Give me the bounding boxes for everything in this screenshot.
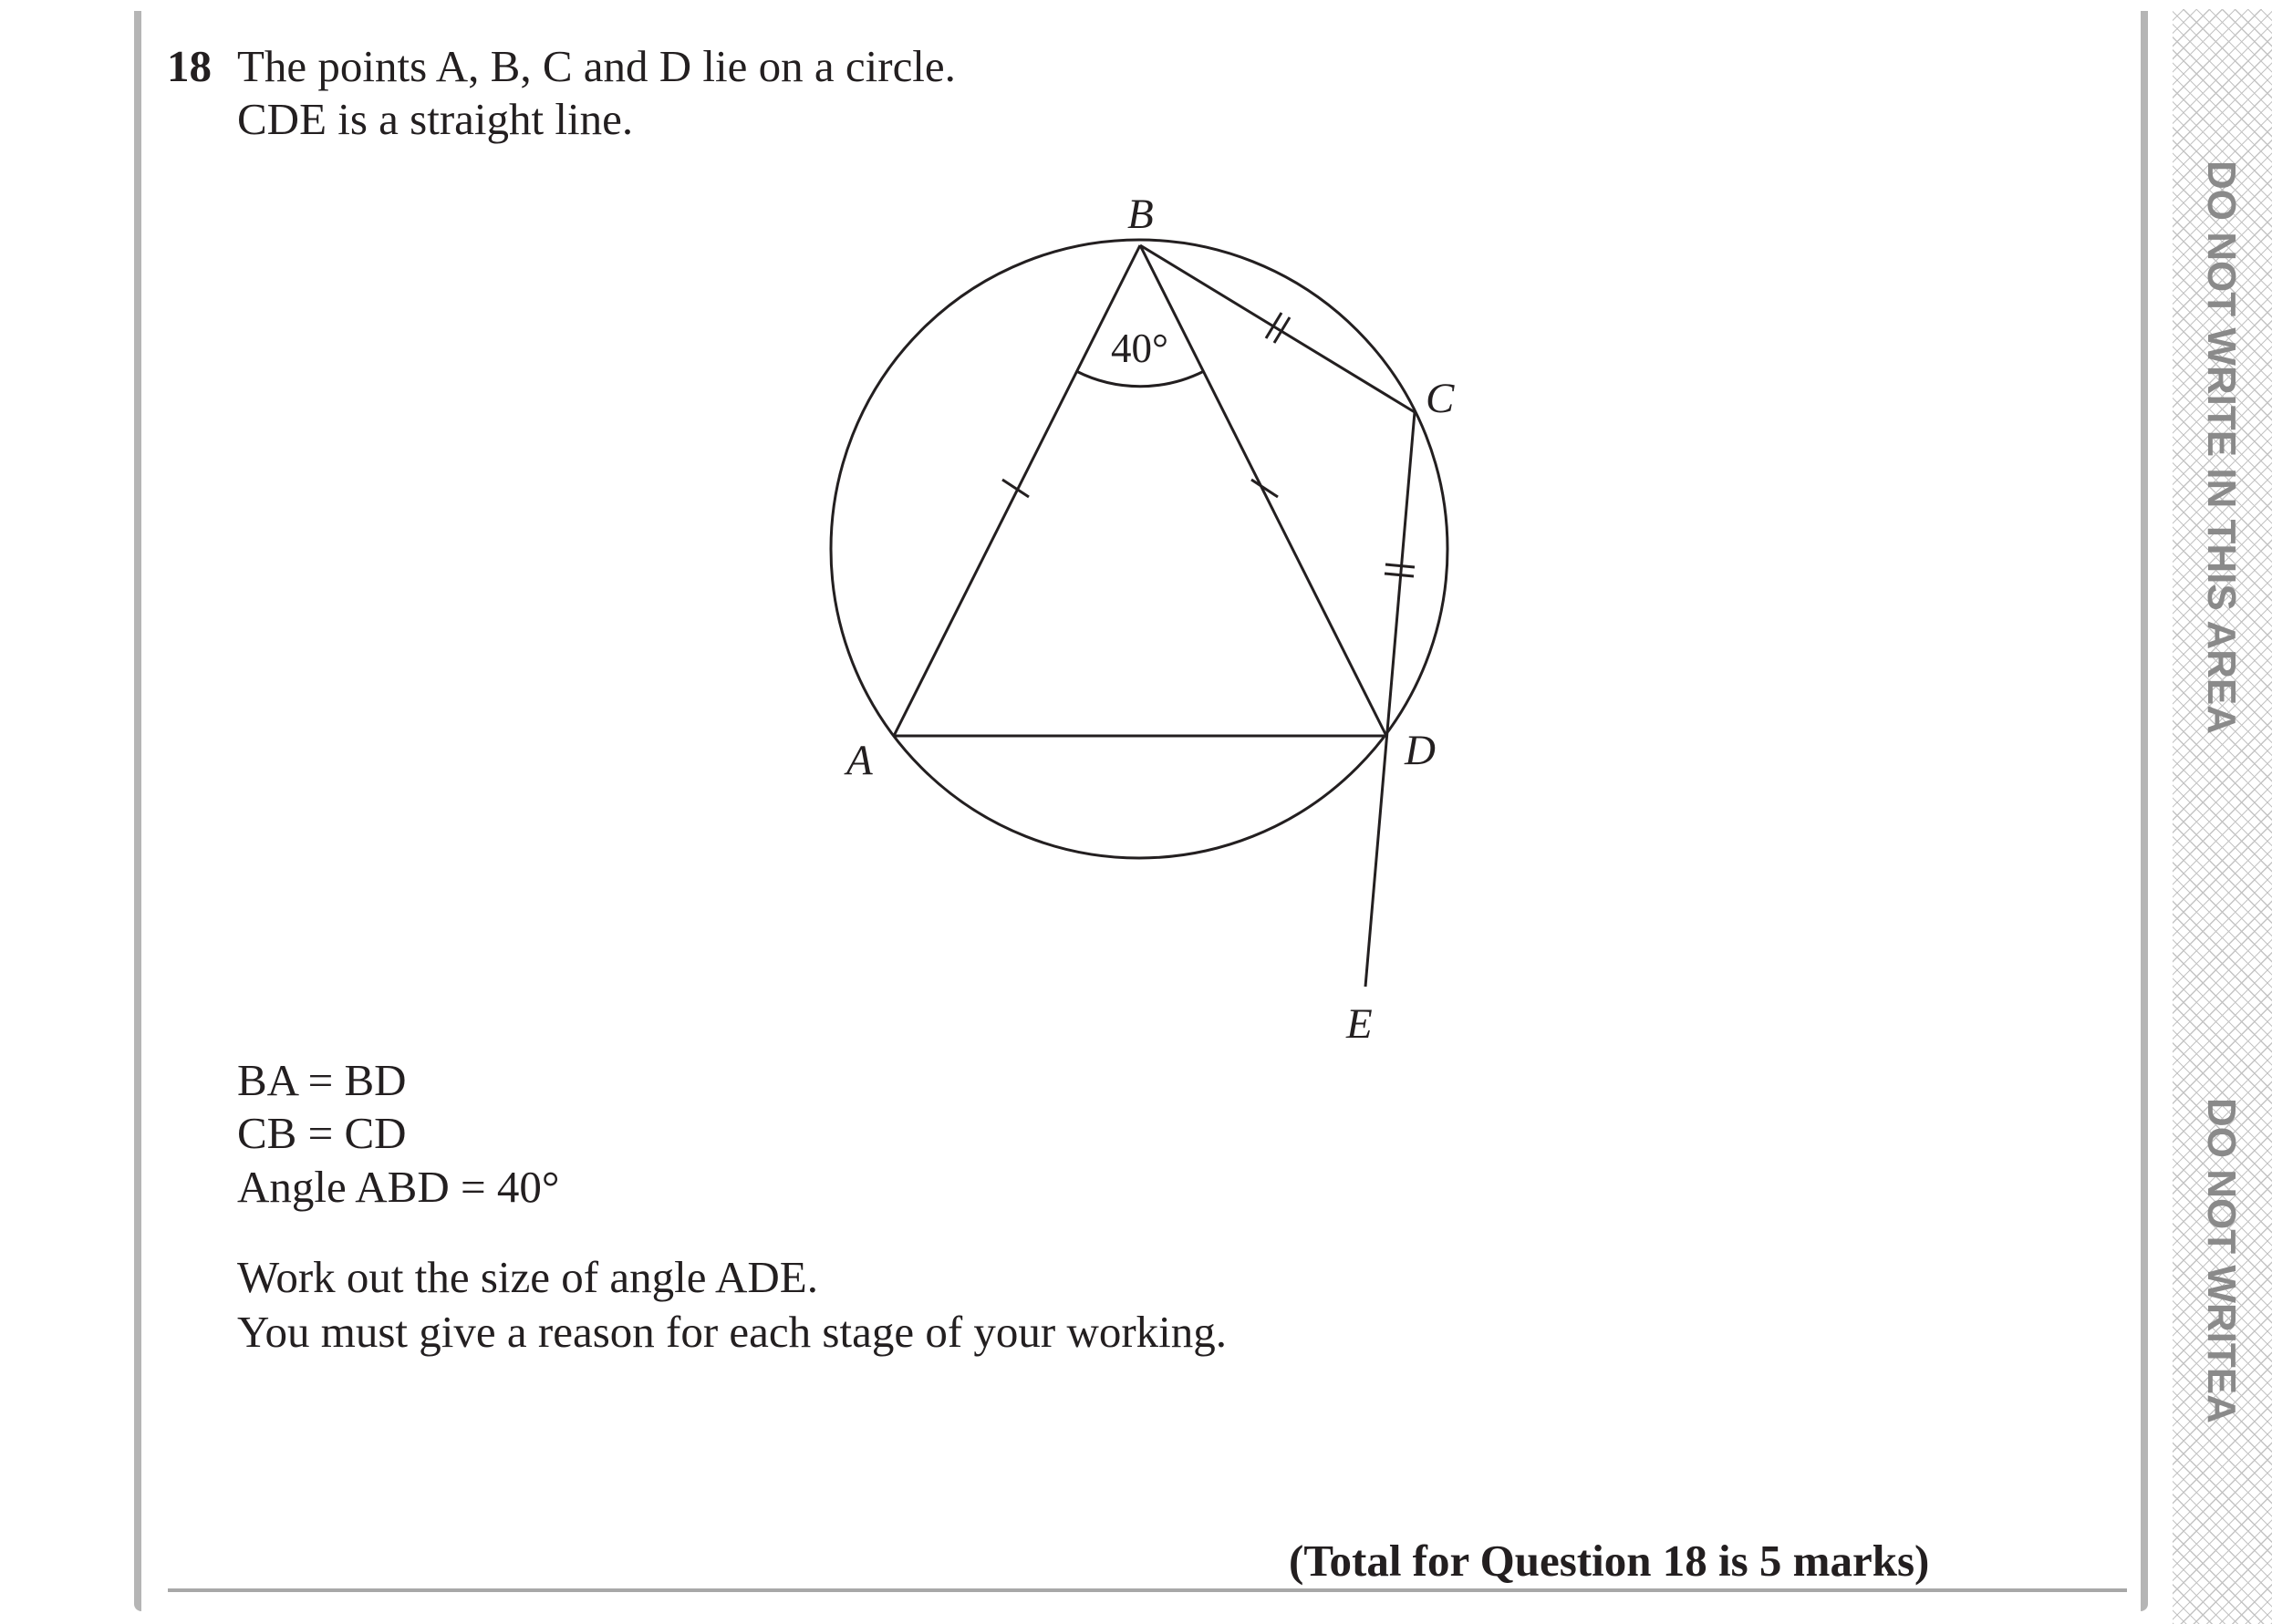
question-number: 18	[167, 41, 212, 91]
angle-label: 40°	[1111, 326, 1168, 371]
label-C: C	[1426, 375, 1455, 422]
task-line-2: You must give a reason for each stage of your working.	[237, 1307, 1228, 1357]
given-3: Angle ABD = 40°	[237, 1162, 560, 1212]
given-1: BA = BD	[237, 1055, 407, 1105]
double-tick-CD-1	[1385, 564, 1415, 567]
label-D: D	[1405, 727, 1436, 774]
label-A: A	[846, 737, 873, 784]
given-2: CB = CD	[237, 1108, 407, 1158]
margin-warning-bottom: DO NOT WRITEA	[2199, 1098, 2244, 1423]
double-tick-CD-2	[1385, 574, 1414, 576]
total-marks: (Total for Question 18 is 5 marks)	[1289, 1536, 1930, 1586]
margin-warning-top: DO NOT WRITE IN THIS AREA	[2199, 160, 2244, 735]
intro-line-2: CDE is a straight line.	[237, 94, 634, 144]
label-E: E	[1346, 1000, 1373, 1048]
task-line-1: Work out the size of angle ADE.	[237, 1252, 818, 1302]
label-B: B	[1127, 191, 1154, 238]
angle-arc	[1076, 371, 1204, 387]
intro-line-1: The points A, B, C and D lie on a circle.	[237, 41, 956, 91]
